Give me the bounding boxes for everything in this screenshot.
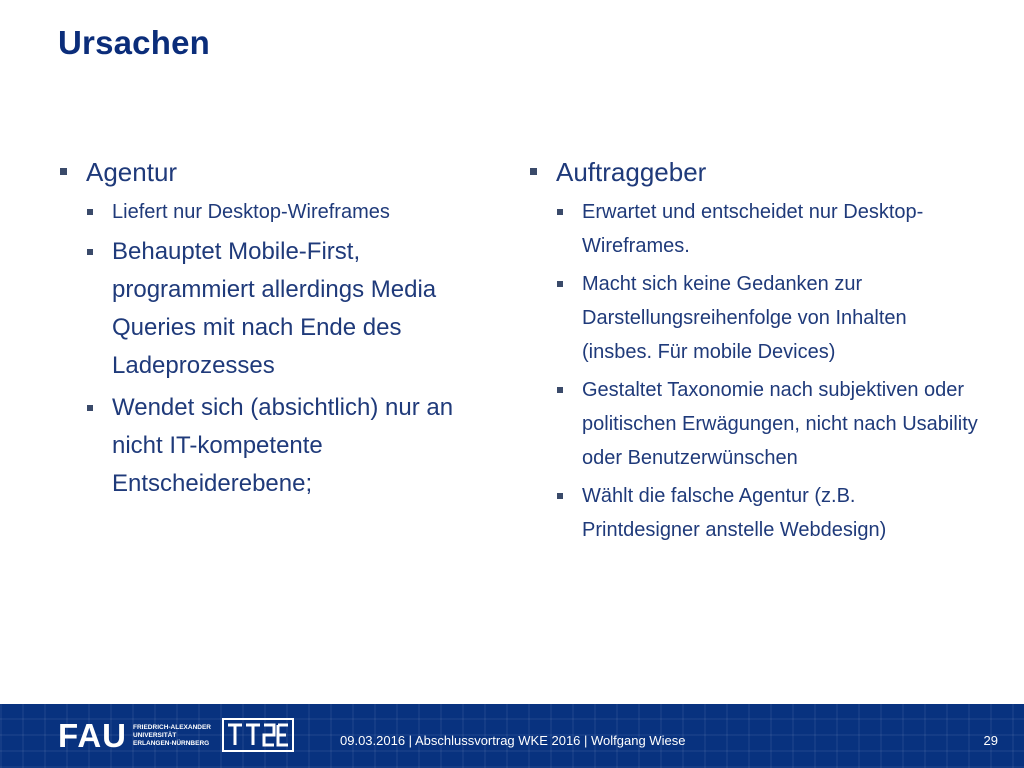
- right-item-1-text: Erwartet und entscheidet nur Desktop-Wireframes.: [582, 201, 924, 257]
- fau-logo-letters: FAU: [58, 717, 127, 754]
- right-item-2: [528, 267, 978, 369]
- left-heading: [58, 155, 498, 189]
- right-column: [528, 155, 978, 551]
- right-item-1: [528, 195, 978, 263]
- left-heading-text: Agentur: [86, 157, 178, 187]
- right-heading-text: Auftraggeber: [556, 157, 707, 187]
- left-item-1-text: Liefert nur Desktop-Wireframes: [112, 201, 390, 223]
- left-item-2-text: Behauptet Mobile-First, programmiert allerdings Media Queries mit nach Ende des Ladeprozesses: [112, 238, 437, 379]
- left-column: [58, 155, 498, 507]
- fau-logo: [58, 717, 211, 754]
- left-item-3: [58, 389, 498, 503]
- page-number: 29: [983, 733, 998, 748]
- right-item-4: [528, 479, 978, 547]
- right-item-3: [528, 373, 978, 475]
- footer-text: 09.03.2016 | Abschlussvortrag WKE 2016 | Wolfgang Wiese: [340, 733, 686, 748]
- square-bullet-icon: [557, 387, 563, 393]
- square-bullet-icon: [87, 209, 93, 215]
- square-bullet-icon: [87, 249, 93, 255]
- right-item-3-text: Gestaltet Taxonomie nach subjektiven oder politischen Erwägungen, nicht nach Usability oder Benutzerwünschen: [582, 379, 978, 469]
- chair-logo-icon: [222, 718, 294, 752]
- right-item-2-text: Macht sich keine Gedanken zur Darstellungsreihenfolge von Inhalten (insbes. Für mobile Devices): [582, 273, 907, 363]
- right-item-4-text: Wählt die falsche Agentur (z.B. Printdesigner anstelle Webdesign): [582, 485, 887, 541]
- fau-logo-subtitle: [133, 724, 211, 748]
- square-bullet-icon: [557, 493, 563, 499]
- footer-bar: [0, 704, 1024, 768]
- square-bullet-icon: [557, 209, 563, 215]
- square-bullet-icon: [557, 281, 563, 287]
- right-heading: [528, 155, 978, 189]
- left-item-1: [58, 195, 498, 229]
- square-bullet-icon: [60, 168, 67, 175]
- slide-title: Ursachen: [58, 24, 211, 61]
- fau-logo-line: FRIEDRICH-ALEXANDER: [133, 724, 211, 731]
- square-bullet-icon: [530, 168, 537, 175]
- left-item-2: [58, 233, 498, 385]
- fau-logo-line: ERLANGEN-NÜRNBERG: [133, 740, 210, 747]
- fau-logo-line: UNIVERSITÄT: [133, 732, 177, 739]
- square-bullet-icon: [87, 405, 93, 411]
- left-item-3-text: Wendet sich (absichtlich) nur an nicht IT-kompetente Entscheiderebene;: [112, 394, 454, 497]
